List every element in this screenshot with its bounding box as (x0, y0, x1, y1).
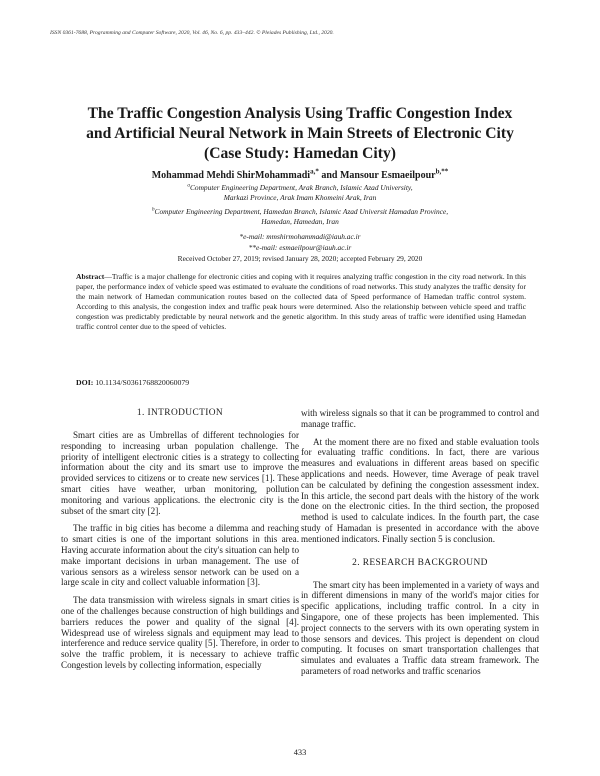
abstract (76, 272, 526, 332)
affiliation-a-line-2: Markazi Province, Arak Imam Khomeini Arak, Iran (223, 193, 377, 202)
intro-paragraph-1: Smart cities are as Umbrellas of different technologies for responding to increasing urban population challenge. The priority of intelligent electronic cities is a strategy to collecting information about the city and its smart use to improve the provided services to citizens or to create new services [1]. These smart cities have weather, urban monitoring, pollution monitoring and various applications. the electronic city is the subset of the smart city [2]. (61, 430, 299, 516)
author-2-name: Mansour Esmaeilpour (339, 170, 436, 181)
title-line-3: (Case Study: Hamedan City) (204, 145, 396, 162)
title-line-2: and Artificial Neural Network in Main Streets of Electronic City (86, 125, 514, 142)
affiliation-b-line-1: Computer Engineering Department, Hamedan Branch, Islamic Azad Universit Hamadan Province, (154, 207, 449, 216)
affiliation-a-line-1: Computer Engineering Department, Arak Branch, Islamic Azad University, (189, 183, 413, 192)
doi (76, 378, 526, 388)
right-column (301, 408, 539, 684)
author-2-email: **e-mail: esmaeilpour@iauh.ac.ir (248, 243, 352, 252)
intro-paragraph-2: The traffic in big cities has become a dilemma and reaching to smart cities is one of the important solutions in this area. Having accurate information about the city's situation can help to make important decisions in urban management. The use of various sensors as a wireless sensor network can be used on a large scale in city and collect valuable information [3]. (61, 523, 299, 588)
doi-label: DOI: (76, 378, 94, 387)
affiliation-a-mark: a (187, 182, 190, 189)
journal-header: ISSN 0361-7688, Programming and Computer Software, 2020, Vol. 46, No. 6, pp. 433–442. © Pleiades Publishing, Ltd., 2020. (50, 30, 334, 36)
background-paragraph-1: The smart city has been implemented in a variety of ways and in different dimensions in many of the world's major cities for specific applications, including traffic control. In a city in Singapore, one of these projects has been implemented. This project connects to the servers with its own operating system in those sensors and devices. This project is dependent on cloud computing. It focuses on smart transportation challenges that simulates and evaluates a Traffic data stream framework. The parameters of road networks and traffic scenarios (301, 579, 539, 676)
abstract-label: Abstract (76, 272, 105, 281)
author-list (40, 167, 560, 182)
title-line-1: The Traffic Congestion Analysis Using Traffic Congestion Index (87, 105, 513, 122)
affiliation-b-mark: b (151, 206, 155, 213)
intro-paragraph-3: The data transmission with wireless signals in smart cities is one of the challenges because construction of high buildings and barriers reduces the power and quality of the signal [4]. Widespread use of wireless signals and equipment may lead to interference and reduce service quality [5]. Therefore, in order to solve the traffic problem, it is necessary to achieve traffic Congestion levels by collecting information, especially (61, 595, 299, 670)
intro-paragraph-3-continued: with wireless signals so that it can be programmed to control and manage traffic. (301, 408, 539, 429)
author-1-affiliation-mark: a, (310, 167, 316, 176)
author-conjunction: and (318, 170, 340, 181)
paper-title (40, 104, 560, 164)
author-2-affiliation-mark: b, (435, 167, 442, 176)
abstract-text: —Traffic is a major challenge for electronic cities and coping with it requires analyzing traffic congestion in the city road network. In this paper, the performance index of vehicle speed was estimated to evaluate the conditions of road networks. This study analyzes the traffic density for the main network of Hamedan communication routes based on the collected data of Speed performance of Hamedan traffic control system. According to this analysis, the congestion index and traffic peak hours were determined. Also the relationship between vehicle speed and traffic congestion was predictably predictable by neural network and the genetic algorithm. In this study areas of traffic were identified using Hamedan traffic control center due to the speed of vehicles. (76, 272, 526, 331)
affiliation-b-line-2: Hamedan, Hamedan, Iran (261, 217, 339, 226)
research-background-heading: 2. RESEARCH BACKGROUND (352, 557, 488, 568)
author-1-name: Mohammad Mehdi ShirMohammadi (151, 170, 311, 181)
affiliation-b (40, 207, 560, 227)
page-number: 433 (293, 748, 307, 757)
affiliation-a (40, 183, 560, 203)
intro-paragraph-4: At the moment there are no fixed and stable evaluation tools for evaluating traffic conditions. In fact, there are various measures and evaluations in different areas based on specific applications and needs. However, time Average of peak travel can be calculated by defining the congestion assessment index. In this article, the second part deals with the history of the work done on the electronic cities. In the third section, the proposed method is used to calculate indices. In the fourth part, the case study of Hamadan is presented in accordance with the above mentioned indicators. Finally section 5 is conclusion. (301, 436, 539, 544)
author-1-email: *e-mail: mmshirmohammadi@iauh.ac.ir (239, 232, 361, 241)
left-column (61, 408, 299, 678)
received-dates: Received October 27, 2019; revised January 28, 2020; accepted February 29, 2020 (177, 254, 423, 263)
author-1-email-mark: * (315, 167, 319, 176)
introduction-heading: 1. INTRODUCTION (136, 408, 224, 418)
doi-value: 10.1134/S0361768820060079 (93, 378, 190, 387)
author-2-email-mark: ** (441, 167, 449, 176)
